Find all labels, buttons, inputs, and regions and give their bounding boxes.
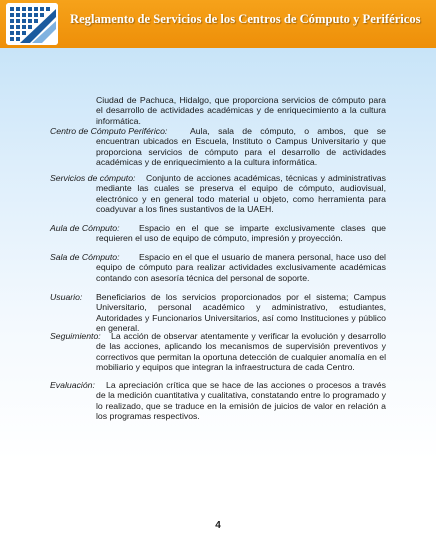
page-number: 4 [215,520,221,531]
university-grid-logo-icon [6,3,58,45]
definition-text: Espacio en el que el usuario de manera personal, hace uso del equipo de cómputo para realizar actividades exclusivamente académicas contando con asesoría técnica del personal de soporte. [96,252,386,283]
page-header [0,0,436,48]
definition-text: Espacio en el que se imparte exclusivamente clases que requieren el uso de equipo de cómputo, impresión y proyección. [96,223,386,244]
definition-term: Usuario: [50,292,83,302]
definition-term: Centro de Cómputo Periférico: [50,126,168,136]
definition-term: Aula de Cómputo: [50,223,120,233]
definition-text: Conjunto de acciones académicas, técnicas y administrativas mediante las cuales se preserva el equipo de cómputo, audiovisual, electrónico y en general todo material u objeto, como herramienta para coadyuvar a los fines sustantivos de la UAEH. [96,173,386,215]
definition-term: Servicios de cómputo: [50,173,136,183]
definition-text: La apreciación crítica que se hace de las acciones o procesos a través de la medición cuantitativa y cualitativa, constatando entre lo programado y lo realizado, que se traduce en la emisión de juicios de valor en relación a los programas respectivos. [96,380,386,422]
definition-term: Evaluación: [50,380,95,390]
intro-paragraph: Ciudad de Pachuca, Hidalgo, que proporciona servicios de cómputo para el desarrollo de actividades académicas y de enriquecimiento a la cultura informática. [96,95,386,126]
definition-text: La acción de observar atentamente y verificar la evolución y desarrollo de las acciones, aplicando los mecanismos de supervisión preventivos y correctivos que permitan la oportuna detección de cualquier anomalía en el mobiliario y equipos que integran la infraestructura de cada Centro. [96,331,386,373]
page-header-title: Reglamento de Servicios de los Centros de Cómputo y Periféricos [70,12,421,26]
definition-term: Sala de Cómputo: [50,252,120,262]
definition-text: Beneficiarios de los servicios proporcionados por el sistema; Campus Universitario, personal académico y administrativo, estudiantes, Autoridades y Funcionarios Universitarios, así como Instituciones y público en general. [96,292,386,334]
definition-term: Seguimiento: [50,331,101,341]
definition-text: Aula, sala de cómputo, o ambos, que se encuentran ubicados en Escuela, Instituto o Campus Universitario y que proporciona servicios de cómputo para el desarrollo de actividades académicas y de enriquecimiento a la cultura informática. [96,126,386,168]
